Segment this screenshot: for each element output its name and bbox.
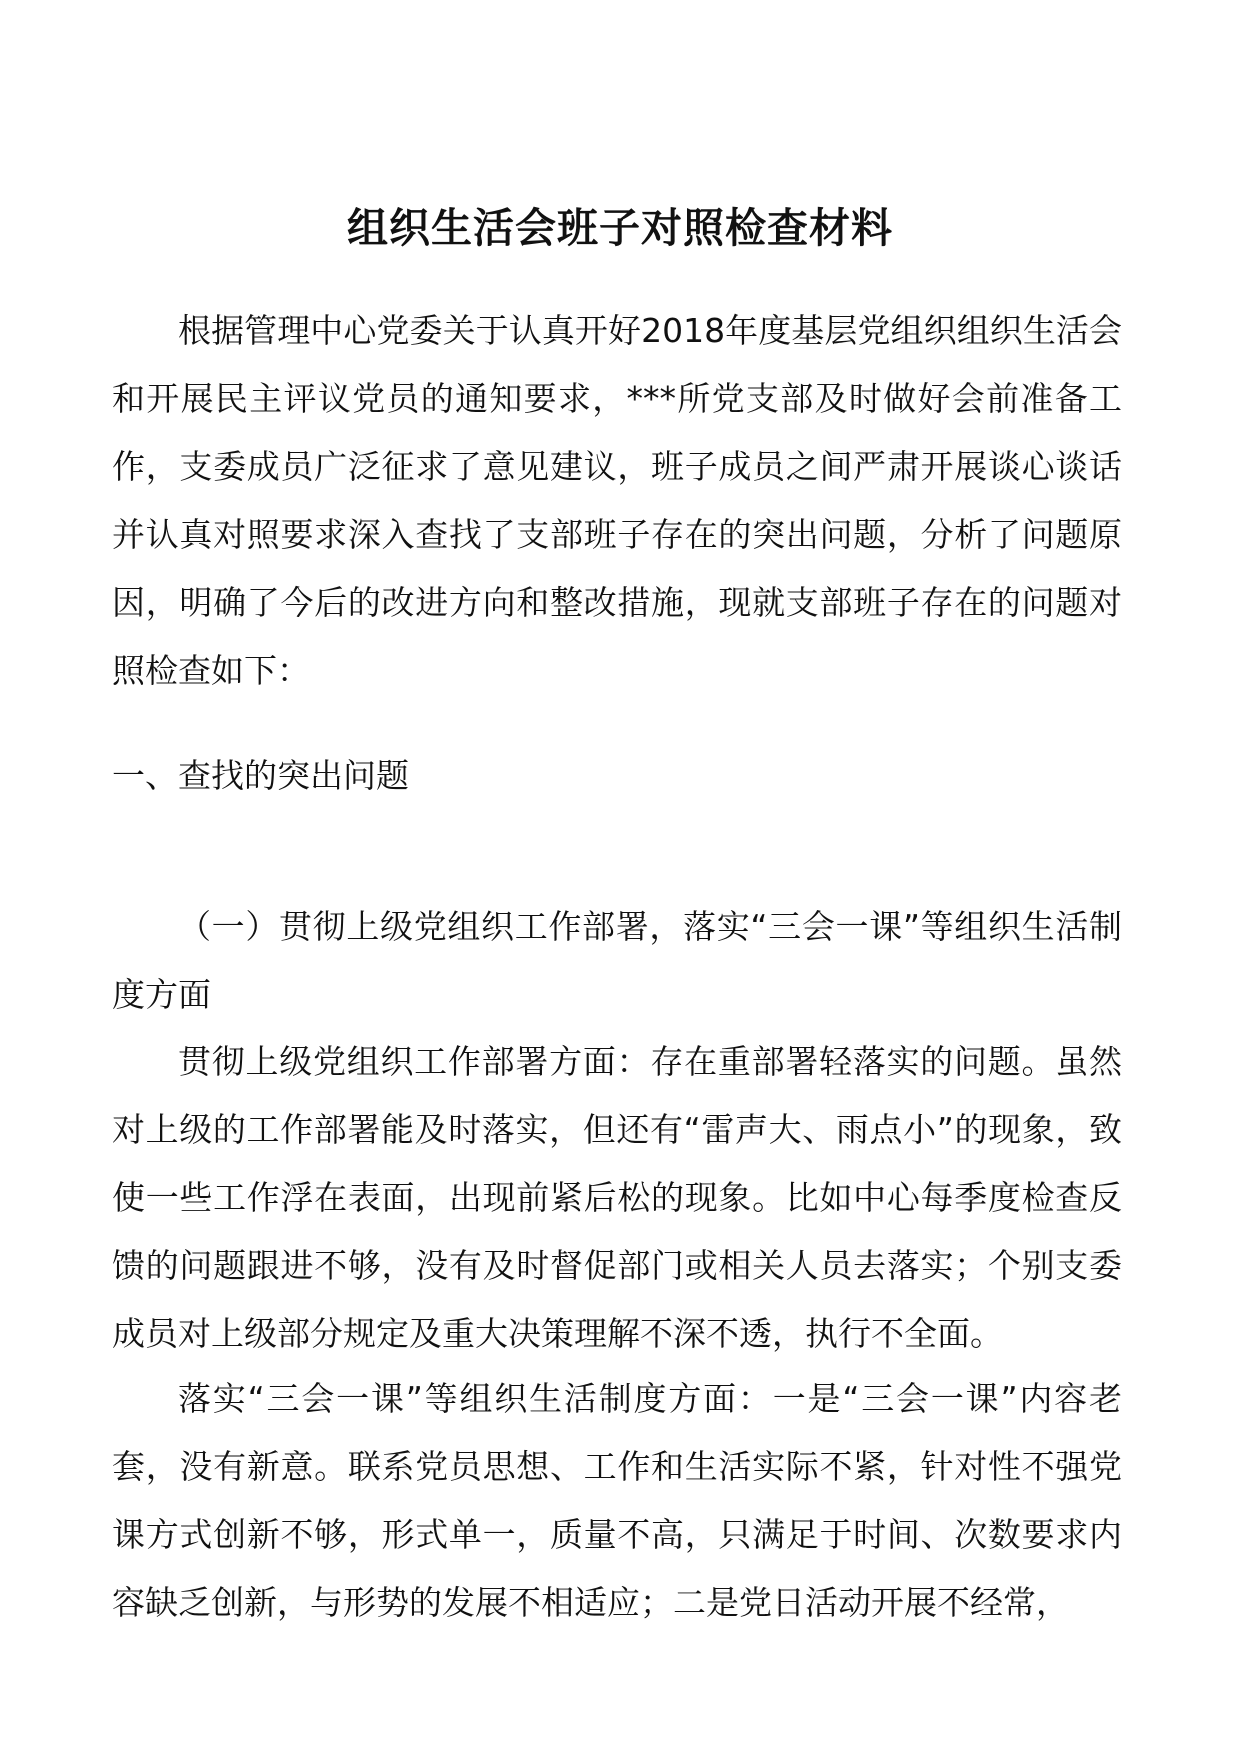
body-paragraph: 落实“三会一课”等组织生活制度方面：一是“三会一课”内容老套，没有新意。联系党员思想、工作和生活实际不紧，针对性不强党课方式创新不够，形式单一，质量不高，只满足于时间、次数要求内容缺乏创新，与形势的发展不相适应；二是党日活动开展不经常， (112, 1379, 1122, 1622)
document-title: 组织生活会班子对照检查材料 (347, 204, 893, 252)
section-heading: 一、查找的突出问题 (112, 756, 409, 795)
body-paragraph: 贯彻上级党组织工作部署方面：存在重部署轻落实的问题。虽然对上级的工作部署能及时落实，但还有“雷声大、雨点小”的现象，致使一些工作浮在表面，出现前紧后松的现象。比如中心每季度检查反馈的问题跟进不够，没有及时督促部门或相关人员去落实；个别支委成员对上级部分规定及重大决策理解不深不透，执行不全面。 (112, 1042, 1122, 1353)
subsection-heading: （一）贯彻上级党组织工作部署，落实“三会一课”等组织生活制度方面 (112, 907, 1122, 1014)
intro-paragraph: 根据管理中心党委关于认真开好2018年度基层党组织组织生活会和开展民主评议党员的通知要求，***所党支部及时做好会前准备工作，支委成员广泛征求了意见建议，班子成员之间严肃开展谈心谈话并认真对照要求深入查找了支部班子存在的突出问题，分析了问题原因，明确了今后的改进方向和整改措施，现就支部班子存在的问题对照检查如下： (112, 311, 1122, 690)
